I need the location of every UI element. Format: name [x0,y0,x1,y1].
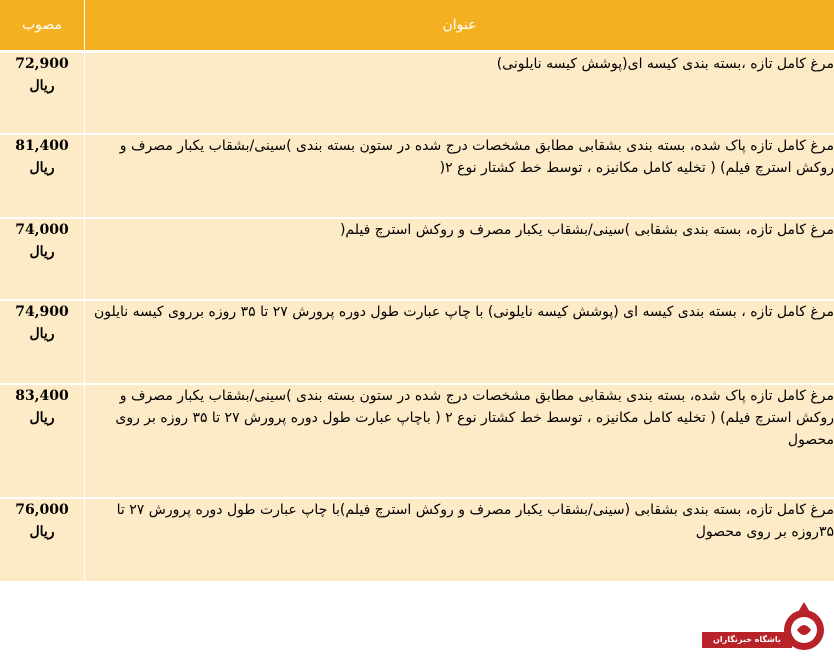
price-cell [0,218,85,300]
price-currency: ریال [29,159,55,176]
table-row [0,498,834,582]
table-row [0,300,834,384]
description-cell: مرغ کامل تازه ، بسته بندی کیسه ای (پوشش کیسه نایلونی) با چاپ عبارت طول دوره پرورش ۲۷ تا ۳۵ روزه برروی کیسه نایلون [85,300,834,384]
logo-icon [780,600,828,656]
description-cell: مرغ کامل تازه ،بسته بندی کیسه ای(پوشش کیسه نایلونی) [85,52,834,134]
watermark-logo [698,598,828,656]
watermark-text: باشگاه خبرنگاران [702,632,792,648]
price-cell [0,384,85,498]
table-row [0,52,834,134]
price-currency: ریال [29,243,55,260]
price-amount: 74,900 [15,303,69,320]
price-amount: 74,000 [15,221,69,238]
description-cell: مرغ کامل تازه پاک شده، بسته بندی بشقابی مطابق مشخصات درج شده در ستون بسته بندی )سینی/بشقاب یکبار مصرف و روکش استرچ فیلم) ( تخلیه کامل مکانیزه ، توسط خط کشتار نوع ۲ ( باچاپ عبارت طول دوره پرورش ۲۷ تا ۳۵ روزه بر روی محصول [85,384,834,498]
description-cell: مرغ کامل تازه، بسته بندی بشقابی )سینی/بشقاب یکبار مصرف و روکش استرچ فیلم( [85,218,834,300]
header-title: عنوان [85,0,834,52]
price-cell [0,498,85,582]
price-amount: 81,400 [15,137,69,154]
description-cell: مرغ کامل تازه پاک شده، بسته بندی بشقابی مطابق مشخصات درج شده در ستون بسته بندی )سینی/بشقاب یکبار مصرف و روکش استرچ فیلم) ( تخلیه کامل مکانیزه ، توسط خط کشتار نوع ۲( [85,134,834,218]
price-amount: 72,900 [15,56,69,72]
price-currency: ریال [29,409,55,426]
price-amount: 83,400 [15,387,69,404]
price-currency: ریال [29,78,55,94]
table-row [0,384,834,498]
price-currency: ریال [29,523,55,540]
table-header [0,0,834,52]
price-amount: 76,000 [15,501,69,518]
price-cell [0,134,85,218]
description-cell: مرغ کامل تازه، بسته بندی بشقابی (سینی/بشقاب یکبار مصرف و روکش استرچ فیلم)با چاپ عبارت طول دوره پرورش ۲۷ تا ۳۵روزه بر روی محصول [85,498,834,582]
price-cell [0,300,85,384]
price-currency: ریال [29,325,55,342]
header-price: مصوب [0,0,85,52]
table-row [0,218,834,300]
price-cell [0,52,85,134]
table-row [0,134,834,218]
